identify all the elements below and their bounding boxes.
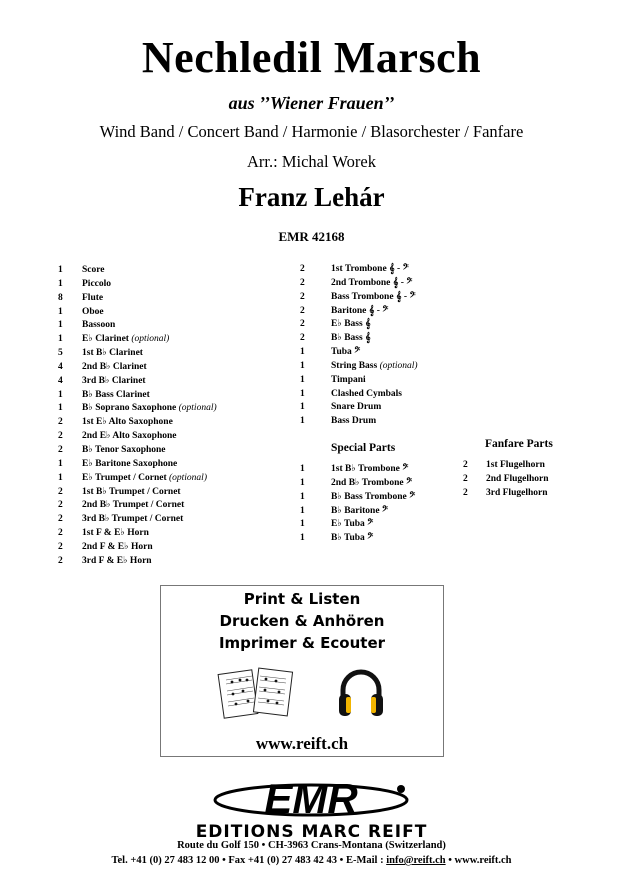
part-name-text: 1st Flugelhorn (486, 460, 545, 470)
part-quantity: 2 (58, 444, 63, 455)
part-name-text: 1st F & E♭ Horn (82, 528, 149, 539)
part-quantity: 1 (300, 416, 305, 427)
part-quantity: 8 (58, 292, 63, 303)
part-name (331, 463, 408, 477)
part-quantity: 1 (300, 374, 305, 385)
part-name (82, 458, 177, 472)
part-name (331, 374, 366, 388)
part-row (58, 555, 278, 569)
part-quantity: 4 (58, 375, 63, 386)
part-name-text: 2nd F & E♭ Horn (82, 541, 153, 552)
publisher-contact (0, 855, 623, 866)
part-quantity: 1 (58, 320, 63, 331)
part-quantity: 2 (58, 514, 63, 525)
part-row (58, 416, 278, 430)
part-row (58, 472, 278, 486)
part-name-text: 2nd B♭ Clarinet (82, 361, 147, 372)
part-name (331, 346, 360, 360)
part-name (82, 278, 111, 292)
special-parts-list (300, 463, 460, 546)
part-quantity: 2 (58, 555, 63, 566)
part-name (331, 415, 376, 429)
part-row (58, 458, 278, 472)
part-name (82, 361, 147, 375)
part-quantity: 1 (58, 472, 63, 483)
part-name (82, 292, 103, 306)
part-name-text: String Bass (331, 360, 378, 371)
optional-note: (optional) (168, 472, 207, 483)
contact-website[interactable]: • www.reift.ch (445, 855, 512, 866)
part-name-text: 3rd B♭ Clarinet (82, 375, 146, 386)
part-name-text: 2nd Trombone 𝄞 - 𝄢 (331, 277, 413, 288)
part-quantity: 2 (58, 417, 63, 428)
part-name-text: B♭ Bass 𝄞 (331, 333, 371, 344)
part-name-text: E♭ Tuba 𝄢 (331, 519, 374, 530)
part-row (300, 532, 460, 546)
print-listen-box (160, 585, 444, 757)
part-quantity: 1 (58, 265, 63, 275)
part-quantity: 2 (58, 528, 63, 539)
part-name (82, 402, 217, 416)
part-name (82, 389, 150, 403)
publisher-name: EDITIONS MARC REIFT (195, 822, 428, 842)
fanfare-parts-list (463, 459, 583, 501)
part-name-text: B♭ Bass Clarinet (82, 389, 150, 400)
part-quantity: 1 (300, 505, 305, 516)
part-quantity: 1 (300, 491, 305, 502)
part-row (58, 486, 278, 500)
part-name (82, 555, 152, 569)
part-row (58, 430, 278, 444)
part-name (331, 332, 371, 346)
part-row (300, 318, 460, 332)
part-quantity: 2 (463, 487, 468, 498)
part-name-text: 1st Trombone 𝄞 - 𝄢 (331, 264, 409, 274)
part-row (58, 513, 278, 527)
publisher-address: Route du Golf 150 • CH-3963 Crans-Montana (Switzerland) (177, 840, 446, 851)
part-quantity: 1 (58, 389, 63, 400)
part-name (82, 541, 153, 555)
part-name-text: 1st B♭ Clarinet (82, 348, 143, 359)
part-name-text: B♭ Bass Trombone 𝄢 (331, 491, 416, 502)
part-name (331, 505, 388, 519)
part-quantity: 2 (300, 291, 305, 302)
part-name-text: 2nd B♭ Trombone 𝄢 (331, 477, 413, 488)
parts-list-column-2 (300, 263, 460, 429)
part-name-text: Piccolo (82, 278, 112, 289)
part-row (58, 527, 278, 541)
part-quantity: 2 (463, 460, 468, 470)
part-quantity: 5 (58, 348, 63, 359)
part-name (486, 473, 549, 487)
part-name-text: Score (82, 265, 105, 275)
part-name (82, 375, 146, 389)
part-name-text: B♭ Baritone 𝄢 (331, 505, 389, 516)
part-row (463, 459, 583, 473)
part-name (82, 306, 104, 320)
part-row (463, 473, 583, 487)
part-row (300, 491, 460, 505)
part-quantity: 2 (58, 486, 63, 497)
part-name (331, 291, 416, 305)
part-name-text: Timpani (331, 374, 366, 385)
part-row (300, 332, 460, 346)
part-row (463, 487, 583, 501)
part-name-text: Bass Drum (331, 416, 377, 427)
part-name-text: E♭ Bass 𝄞 (331, 319, 371, 330)
part-name (82, 319, 115, 333)
part-name (486, 459, 545, 473)
catalog-number: EMR 42168 (278, 229, 345, 244)
part-row (58, 375, 278, 389)
emr-logo-text: EMR (264, 775, 358, 822)
part-row (300, 505, 460, 519)
part-quantity: 2 (58, 431, 63, 442)
part-name-text: B♭ Soprano Saxophone (82, 403, 177, 414)
part-name (486, 487, 548, 501)
part-name (82, 527, 149, 541)
part-name (331, 263, 409, 277)
part-row (58, 499, 278, 513)
part-quantity: 2 (300, 305, 305, 316)
part-quantity: 1 (300, 519, 305, 530)
part-row (300, 263, 460, 277)
part-row (58, 361, 278, 375)
optional-note: (optional) (178, 403, 217, 414)
part-row (300, 401, 460, 415)
part-quantity: 1 (300, 347, 305, 358)
part-name (82, 347, 143, 361)
part-name-text: E♭ Clarinet (82, 334, 129, 345)
part-quantity: 2 (300, 319, 305, 330)
part-name (82, 416, 173, 430)
part-quantity: 1 (58, 278, 63, 289)
part-name (331, 360, 418, 374)
promo-line-french: Imprimer & Ecouter (218, 634, 386, 652)
part-row (58, 347, 278, 361)
part-quantity: 2 (300, 333, 305, 344)
part-row (58, 541, 278, 555)
part-name-text: 2nd B♭ Trumpet / Cornet (82, 500, 185, 511)
part-row (300, 346, 460, 360)
part-row (58, 389, 278, 403)
part-name-text: 2nd Flugelhorn (486, 473, 549, 484)
part-row (58, 444, 278, 458)
part-quantity: 1 (300, 360, 305, 371)
promo-line-german: Drucken & Anhören (219, 612, 385, 630)
emr-logo (205, 775, 418, 823)
part-name-text: E♭ Baritone Saxophone (82, 458, 178, 469)
part-row (58, 306, 278, 320)
arranger: Arr.: Michal Worek (247, 152, 376, 171)
part-name-text: E♭ Trumpet / Cornet (82, 472, 167, 483)
optional-note: (optional) (379, 360, 418, 371)
part-name (82, 472, 207, 486)
part-name (331, 305, 388, 319)
part-name-text: Baritone 𝄞 - 𝄢 (331, 305, 389, 316)
part-row (300, 291, 460, 305)
part-name (82, 499, 184, 513)
contact-phone-fax: Tel. +41 (0) 27 483 12 00 • Fax +41 (0) 27 483 42 43 • E-Mail : (111, 855, 387, 866)
special-parts-heading: Special Parts (331, 442, 396, 454)
part-row (58, 402, 278, 416)
part-quantity: 1 (300, 388, 305, 399)
part-row (300, 477, 460, 491)
part-name-text: Flute (82, 292, 104, 303)
part-name-text: B♭ Tenor Saxophone (82, 444, 166, 455)
part-name-text: 1st E♭ Alto Saxophone (82, 417, 173, 428)
sheet-music-icon (216, 664, 298, 722)
part-name (82, 513, 183, 527)
part-row (300, 277, 460, 291)
part-name-text: Bass Trombone 𝄞 - 𝄢 (331, 291, 416, 302)
part-quantity: 1 (58, 403, 63, 414)
parts-list-column-1 (58, 264, 278, 569)
contact-email-link[interactable]: info@reift.ch (386, 855, 446, 866)
part-name-text: 3rd F & E♭ Horn (82, 555, 152, 566)
part-name (331, 477, 412, 491)
part-name-text: Oboe (82, 306, 104, 317)
part-quantity: 1 (300, 477, 305, 488)
part-name (82, 444, 166, 458)
part-name-text: Tuba 𝄢 (331, 347, 361, 358)
optional-note: (optional) (131, 334, 170, 345)
part-name-text: 1st B♭ Trumpet / Cornet (82, 486, 181, 497)
part-name (82, 333, 169, 347)
part-name-text: 3rd B♭ Trumpet / Cornet (82, 514, 184, 525)
part-quantity: 1 (300, 402, 305, 413)
instrumentation: Wind Band / Concert Band / Harmonie / Blasorchester / Fanfare (99, 122, 524, 141)
part-name (331, 318, 371, 332)
fanfare-parts-heading: Fanfare Parts (485, 438, 553, 450)
part-quantity: 2 (58, 541, 63, 552)
part-name-text: 3rd Flugelhorn (486, 487, 548, 498)
part-name (82, 430, 177, 444)
subtitle: aus ’’Wiener Frauen’’ (228, 93, 395, 113)
composer: Franz Lehár (238, 182, 385, 212)
part-row (300, 518, 460, 532)
part-name-text: B♭ Tuba 𝄢 (331, 533, 374, 544)
part-row (58, 292, 278, 306)
part-name-text: 1st B♭ Trombone 𝄢 (331, 464, 409, 474)
part-quantity: 1 (58, 334, 63, 345)
part-name (331, 277, 412, 291)
part-name-text: Snare Drum (331, 402, 382, 413)
part-name (82, 486, 181, 500)
part-quantity: 2 (300, 277, 305, 288)
part-name (331, 401, 381, 415)
part-row (300, 463, 460, 477)
part-row (300, 415, 460, 429)
part-name (331, 518, 373, 532)
part-row (58, 278, 278, 292)
part-quantity: 2 (463, 473, 468, 484)
part-name (331, 532, 373, 546)
part-row (58, 319, 278, 333)
website-link[interactable]: www.reift.ch (255, 734, 349, 753)
part-quantity: 1 (58, 306, 63, 317)
part-row (58, 333, 278, 347)
promo-line-english: Print & Listen (243, 590, 361, 608)
part-name (82, 264, 105, 278)
part-name-text: Bassoon (82, 320, 116, 331)
part-quantity: 2 (58, 500, 63, 511)
part-name (331, 388, 402, 402)
part-row (58, 264, 278, 278)
part-quantity: 1 (300, 464, 305, 474)
part-row (300, 360, 460, 374)
part-name-text: Clashed Cymbals (331, 388, 402, 399)
part-name (331, 491, 415, 505)
part-quantity: 1 (58, 458, 63, 469)
part-row (300, 388, 460, 402)
page-title: Nechledil Marsch (141, 33, 482, 82)
part-name-text: 2nd E♭ Alto Saxophone (82, 431, 177, 442)
part-row (300, 305, 460, 319)
part-row (300, 374, 460, 388)
part-quantity: 1 (300, 533, 305, 544)
part-quantity: 2 (300, 264, 305, 274)
headphones-icon (337, 664, 385, 720)
part-quantity: 4 (58, 361, 63, 372)
